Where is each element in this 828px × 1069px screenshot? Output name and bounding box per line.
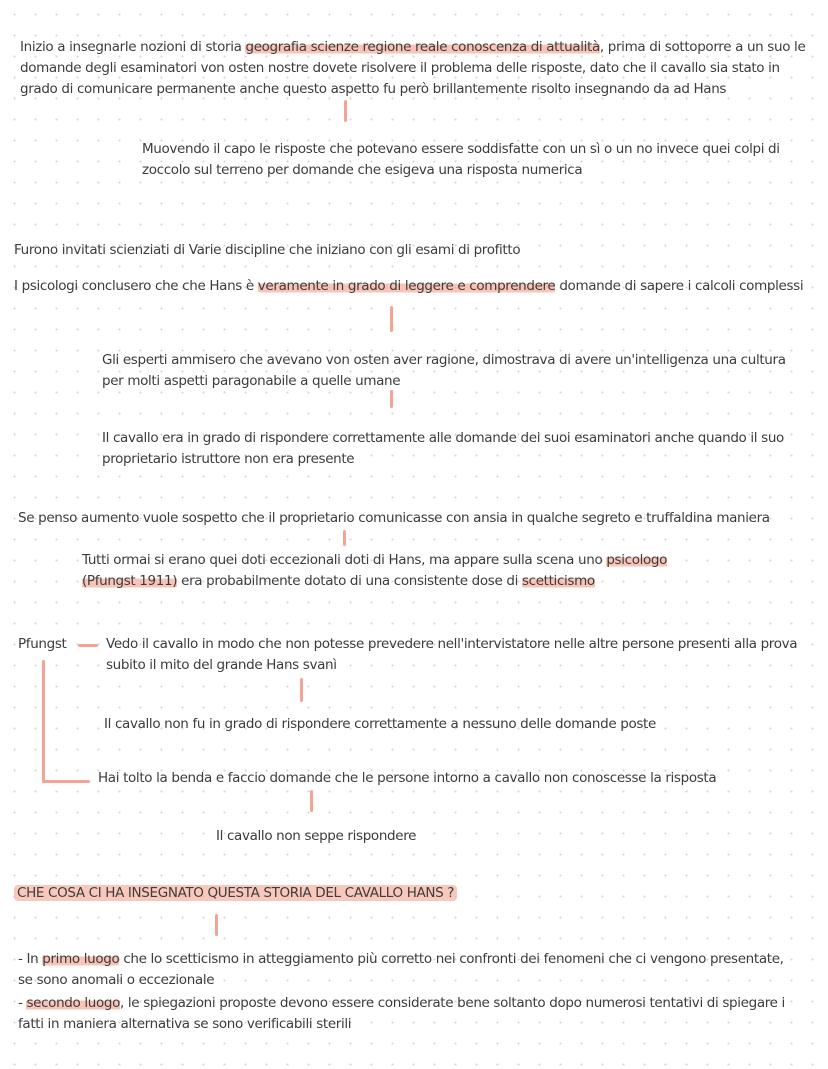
text-segment: , le spiegazioni proposte devono essere considerate bene soltanto dopo numerosi tentativi di spiegare i fatti in maniera alternativa se sono verificabili sterili	[18, 995, 785, 1032]
connector-line	[310, 790, 313, 812]
highlight-geografia: geografia scienze regione reale conoscenza di attualità	[245, 39, 600, 55]
bracket-top-arm	[78, 644, 98, 647]
connector-line	[215, 914, 218, 936]
connector-line	[390, 390, 393, 408]
connector-line	[343, 530, 346, 546]
note-paragraph-horse-alone: Il cavallo era in grado di rispondere correttamente alle domande dei suoi esaminatori anche quando il suo proprietario istruttore non era presente	[102, 430, 784, 467]
text-segment: domande di sapere i calcoli complessi	[555, 278, 804, 294]
note-paragraph-intro	[20, 37, 810, 100]
note-paragraph-no-answer: Il cavallo non seppe rispondere	[216, 828, 417, 844]
text-segment: Tutti ormai si erano quei doti eccezionali doti di Hans, ma appare sulla scena uno	[82, 552, 607, 568]
bracket-vertical	[42, 660, 45, 782]
highlight-scetticismo: scetticismo	[521, 573, 595, 589]
text-segment: , prima di sottoporre a un suo le domande degli esaminatori von osten nostre dovete risolvere il problema delle risposte, dato che il cavallo sia stato in grado di comunicare permanente anche questo aspetto fu però brillantemente risolto insegnando da ad Hans	[20, 39, 806, 97]
text-segment: -	[18, 995, 27, 1011]
note-paragraph-experts: Gli esperti ammisero che avevano von osten aver ragione, dimostrava di avere un'intelligenza una cultura per molti aspetti paragonabile a quelle umane	[102, 352, 786, 389]
note-paragraph-movements: Muovendo il capo le risposte che potevano essere soddisfatte con un sì o un no invece quei colpi di zoccolo sul terreno per domande che esigeva una risposta numerica	[142, 141, 780, 178]
text-segment: Inizio a insegnarle nozioni di storia	[20, 39, 246, 55]
note-paragraph-scientists: Furono invitati scienziati di Varie discipline che iniziano con gli esami di profitto	[14, 242, 521, 258]
note-paragraph-suspicion: Se penso aumento vuole sospetto che il proprietario comunicasse con ansia in qualche segreto e truffaldina maniera	[18, 510, 770, 526]
note-paragraph-experiment: Vedo il cavallo in modo che non potesse prevedere nell'intervistatore nelle altre persone presenti alla prova subito il mito del grande Hans svanì	[106, 636, 798, 673]
text-segment: che lo scetticismo in atteggiamento più corretto nei confronti dei fenomeni che ci vengono presentate, se sono anomali o eccezionale	[18, 951, 784, 988]
highlight-secondo-luogo: secondo luogo	[26, 995, 121, 1011]
lesson-item-first	[18, 949, 798, 991]
connector-line	[344, 100, 347, 122]
highlight-primo-luogo: primo luogo	[42, 951, 120, 967]
text-segment: I psicologi conclusero che che Hans è	[14, 278, 258, 294]
connector-line	[390, 306, 393, 332]
note-paragraph-pfungst-intro	[82, 550, 702, 592]
note-paragraph-blindfold: Hai tolto la benda e faccio domande che le persone intorno a cavallo non conoscesse la risposta	[98, 770, 717, 786]
connector-line	[300, 678, 303, 702]
text-segment: - In	[18, 951, 43, 967]
section-heading	[14, 883, 814, 904]
note-paragraph-psychologists	[14, 276, 814, 297]
highlight-psicologo: psicologo (Pfungst 1911)	[82, 552, 668, 589]
bracket-bottom-arm	[42, 780, 90, 783]
text-segment: era probabilmente dotato di una consistente dose di	[177, 573, 522, 589]
highlight-heading: CHE COSA CI HA INSEGNATO QUESTA STORIA DEL CAVALLO HANS ?	[14, 885, 457, 901]
pfungst-label: Pfungst	[18, 636, 67, 652]
highlight-veramente: veramente in grado di leggere e comprendere	[257, 278, 556, 294]
lesson-item-second	[18, 993, 798, 1035]
note-paragraph-failure: Il cavallo non fu in grado di rispondere correttamente a nessuno delle domande poste	[104, 716, 656, 732]
